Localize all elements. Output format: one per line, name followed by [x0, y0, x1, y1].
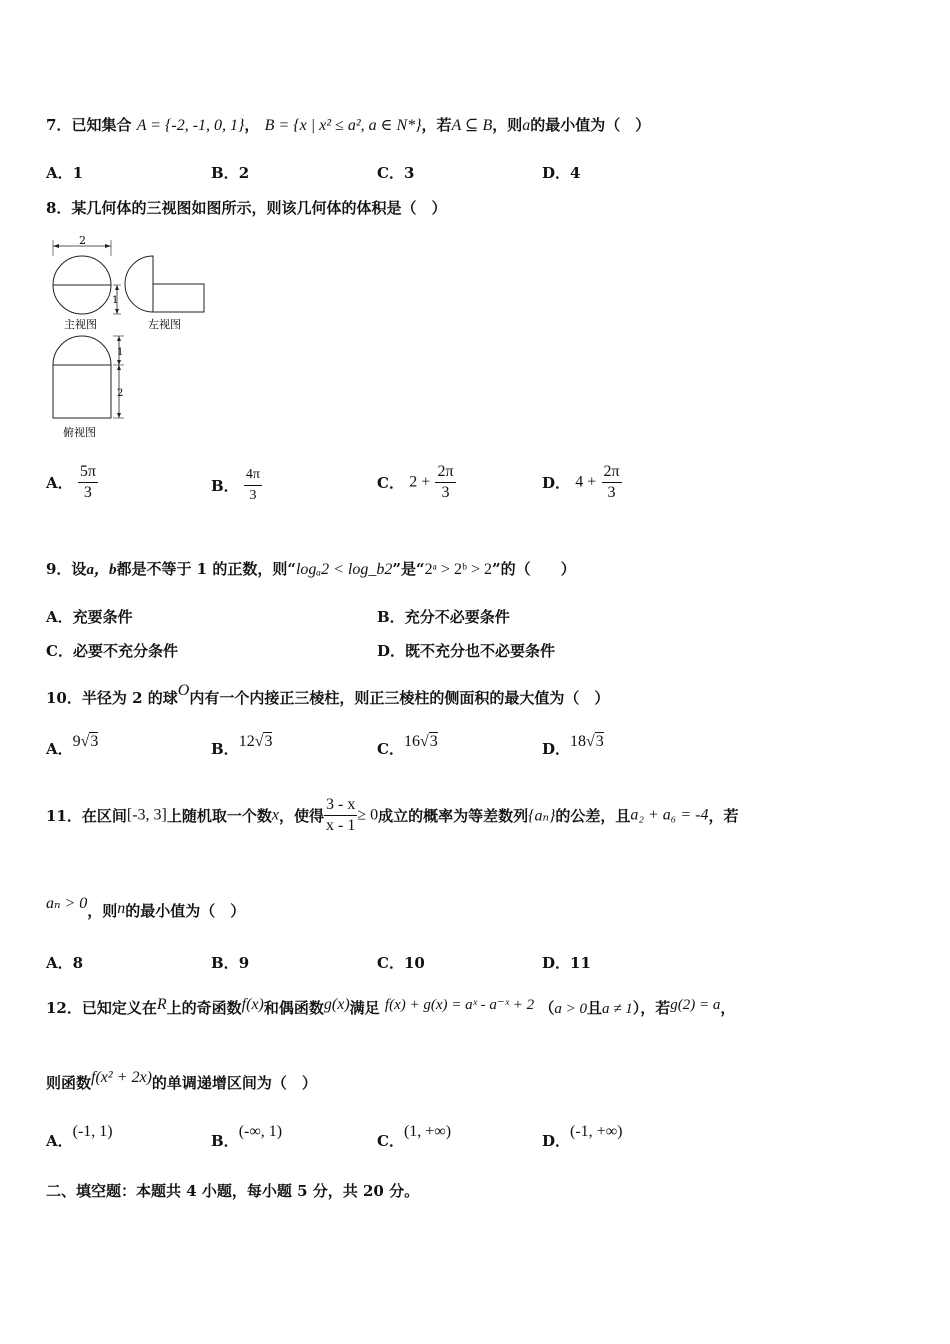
q12-option-a: A．(-1, 1) [46, 1123, 113, 1150]
q7-set-a: A = {-2, -1, 0, 1} [136, 117, 245, 134]
q12-equation: f(x) + g(x) = aˣ - a⁻ˣ + 2 [384, 997, 535, 1013]
q11-option-d: D．11 [542, 954, 591, 972]
label-front-view: 主视图 [64, 318, 97, 331]
q9-option-b: B．充分不必要条件 [377, 608, 510, 626]
dim-top-2-label: 2 [117, 388, 124, 399]
q7-post: 的最小值为（ ） [530, 116, 651, 134]
q9-condition-2: 2ᵃ > 2ᵇ > 2 [424, 561, 492, 578]
question-7 [46, 114, 650, 135]
q11-condition: a₂ + a₆ = -4 [630, 806, 709, 824]
dim-top-1-label: 1 [117, 347, 124, 358]
q12-option-c: C．(1, +∞) [377, 1123, 452, 1150]
q8-option-c: C． 2 + $\frac{2\pi}{3}$ [377, 463, 454, 501]
q7-mid2: ，则 [492, 116, 523, 134]
question-12: 12．已知定义在R上的奇函数f(x)和偶函数g(x)满足 f(x) + g(x) = aˣ - a⁻ˣ + 2 （a > 0且a ≠ 1），若g(2) = a， [46, 996, 736, 1017]
q10-option-b: B．12√3 [211, 733, 273, 758]
left-view-shape [125, 256, 153, 312]
question-11: 11．在区间[-3, 3]上随机取一个数x，使得 $\frac{3 - x}{x - 1}$ ≥ 0成立的概率为等差数列{aₙ}的公差，且a₂ + a₆ = -4，若 [46, 796, 739, 834]
q10-option-d: D．18√3 [542, 733, 604, 758]
q12-option-b: B．(-∞, 1) [211, 1123, 283, 1150]
q7-set-b: B = {x | x² ≤ a², a ∈ N*} [264, 117, 422, 134]
q8-option-a: A． $\frac{5\pi}{3}$ [46, 463, 96, 501]
q11-interval: [-3, 3] [126, 806, 167, 824]
q11-fraction: $\frac{3 - x}{x - 1}$ [326, 796, 356, 834]
q9-option-a: A．充要条件 [46, 608, 133, 626]
q10-option-a: A．9√3 [46, 733, 99, 758]
q10-option-c: C．16√3 [377, 733, 438, 758]
q7-option-c: C．3 [377, 164, 415, 182]
q9-option-d: D．既不充分也不必要条件 [377, 642, 556, 660]
q7-option-a: A．1 [46, 164, 84, 182]
q7-pre: 已知集合 [71, 116, 132, 134]
question-10: 10．半径为 2 的球O内有一个内接正三棱柱，则正三棱柱的侧面积的最大值为（ ） [46, 682, 610, 707]
q9-condition-1: logₐ2 < log_b2 [295, 561, 393, 578]
q11-option-c: C．10 [377, 954, 425, 972]
q7-mid: ，若 [421, 116, 452, 134]
q11-option-a: A．8 [46, 954, 84, 972]
top-view-shape [53, 336, 111, 418]
section-2-title: 二、填空题：本题共 4 小题，每小题 5 分，共 20 分。 [46, 1182, 420, 1200]
q7-number: 7． [46, 116, 72, 134]
dim-front-height-label: 1 [112, 295, 119, 306]
question-11-line-2: aₙ > 0，则n的最小值为（ ） [46, 895, 246, 920]
label-left-view: 左视图 [148, 318, 181, 331]
question-9: 9．设a，b都是不等于 1 的正数，则“logₐ2 < log_b2”是“2ᵃ > 2ᵇ > 2”的（ ） [46, 560, 576, 578]
q9-option-c: C．必要不充分条件 [46, 642, 178, 660]
q8-option-b: B． $\frac{4\pi}{3}$ [211, 467, 260, 503]
q12-option-d: D．(-1, +∞) [542, 1123, 623, 1150]
question-12-line-2: 则函数f(x² + 2x)的单调递增区间为（ ） [46, 1069, 317, 1092]
q7-var: a [522, 117, 531, 134]
dim-width-label: 2 [79, 234, 86, 247]
q7-subset: A ⊆ B [451, 117, 493, 134]
q7-option-b: B．2 [211, 164, 250, 182]
q7-comma: ， [244, 116, 260, 134]
question-8: 8．某几何体的三视图如图所示，则该几何体的体积是（ ） [46, 199, 447, 217]
q11-option-b: B．9 [211, 954, 250, 972]
q8-option-d: D． 4 + $\frac{2\pi}{3}$ [542, 463, 620, 501]
three-view-figure [44, 232, 224, 444]
q7-option-d: D．4 [542, 164, 581, 182]
label-top-view: 俯视图 [63, 426, 96, 439]
